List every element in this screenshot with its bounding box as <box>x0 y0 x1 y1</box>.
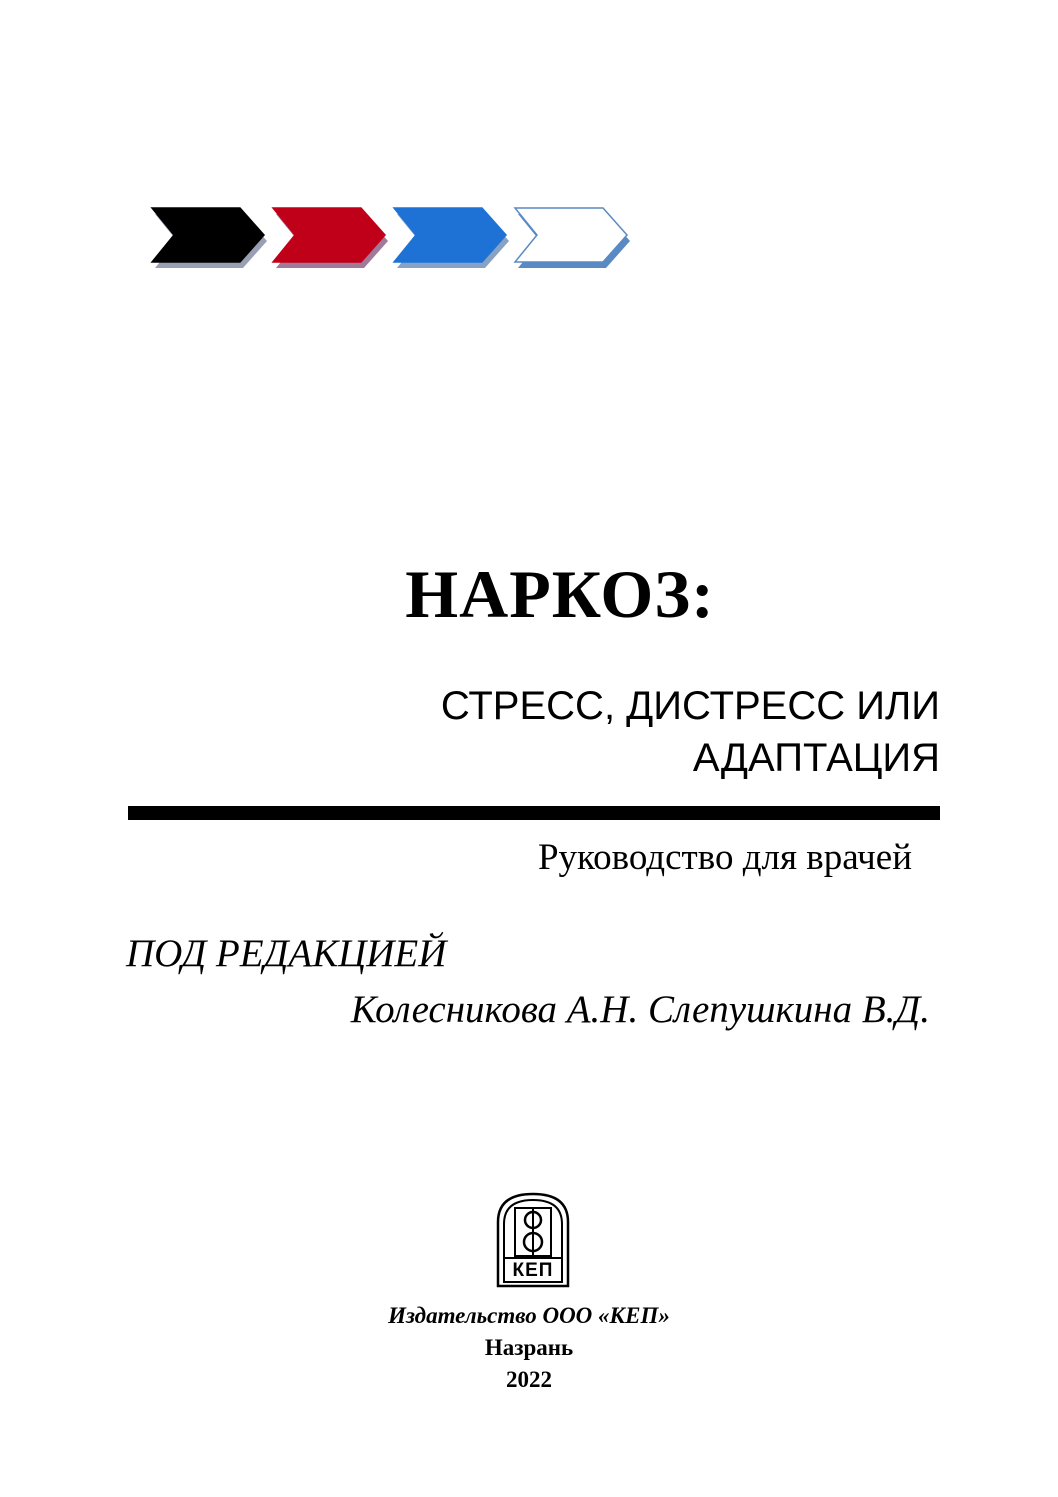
book-title: НАРКОЗ: <box>405 556 715 632</box>
red-arrow-shape <box>273 208 385 262</box>
white-arrow-icon <box>515 208 630 268</box>
editors-names: Колесникова А.Н. Слепушкина В.Д. <box>350 988 930 1031</box>
publisher-info <box>0 1300 1058 1396</box>
divider-rule <box>128 806 940 820</box>
book-subtitle <box>441 680 940 784</box>
editors-label: ПОД РЕДАКЦИЕЙ <box>126 932 447 975</box>
publisher-logo-text: КЕП <box>512 1260 554 1281</box>
black-arrow-shape <box>152 208 264 262</box>
publisher-city: Назрань <box>484 1335 574 1360</box>
decorative-arrows <box>148 204 638 274</box>
subtitle-line-1: СТРЕСС, ДИСТРЕСС ИЛИ <box>440 684 940 728</box>
red-arrow-icon <box>273 208 388 268</box>
white-arrow-shape <box>515 208 627 262</box>
black-arrow-icon <box>152 208 267 268</box>
blue-arrow-shape <box>394 208 506 262</box>
blue-arrow-icon <box>394 208 509 268</box>
guide-label: Руководство для врачей <box>537 837 912 878</box>
subtitle-line-2: АДАПТАЦИЯ <box>692 736 940 780</box>
publication-year: 2022 <box>506 1367 552 1392</box>
publisher-name: Издательство ООО «КЕП» <box>388 1303 670 1328</box>
